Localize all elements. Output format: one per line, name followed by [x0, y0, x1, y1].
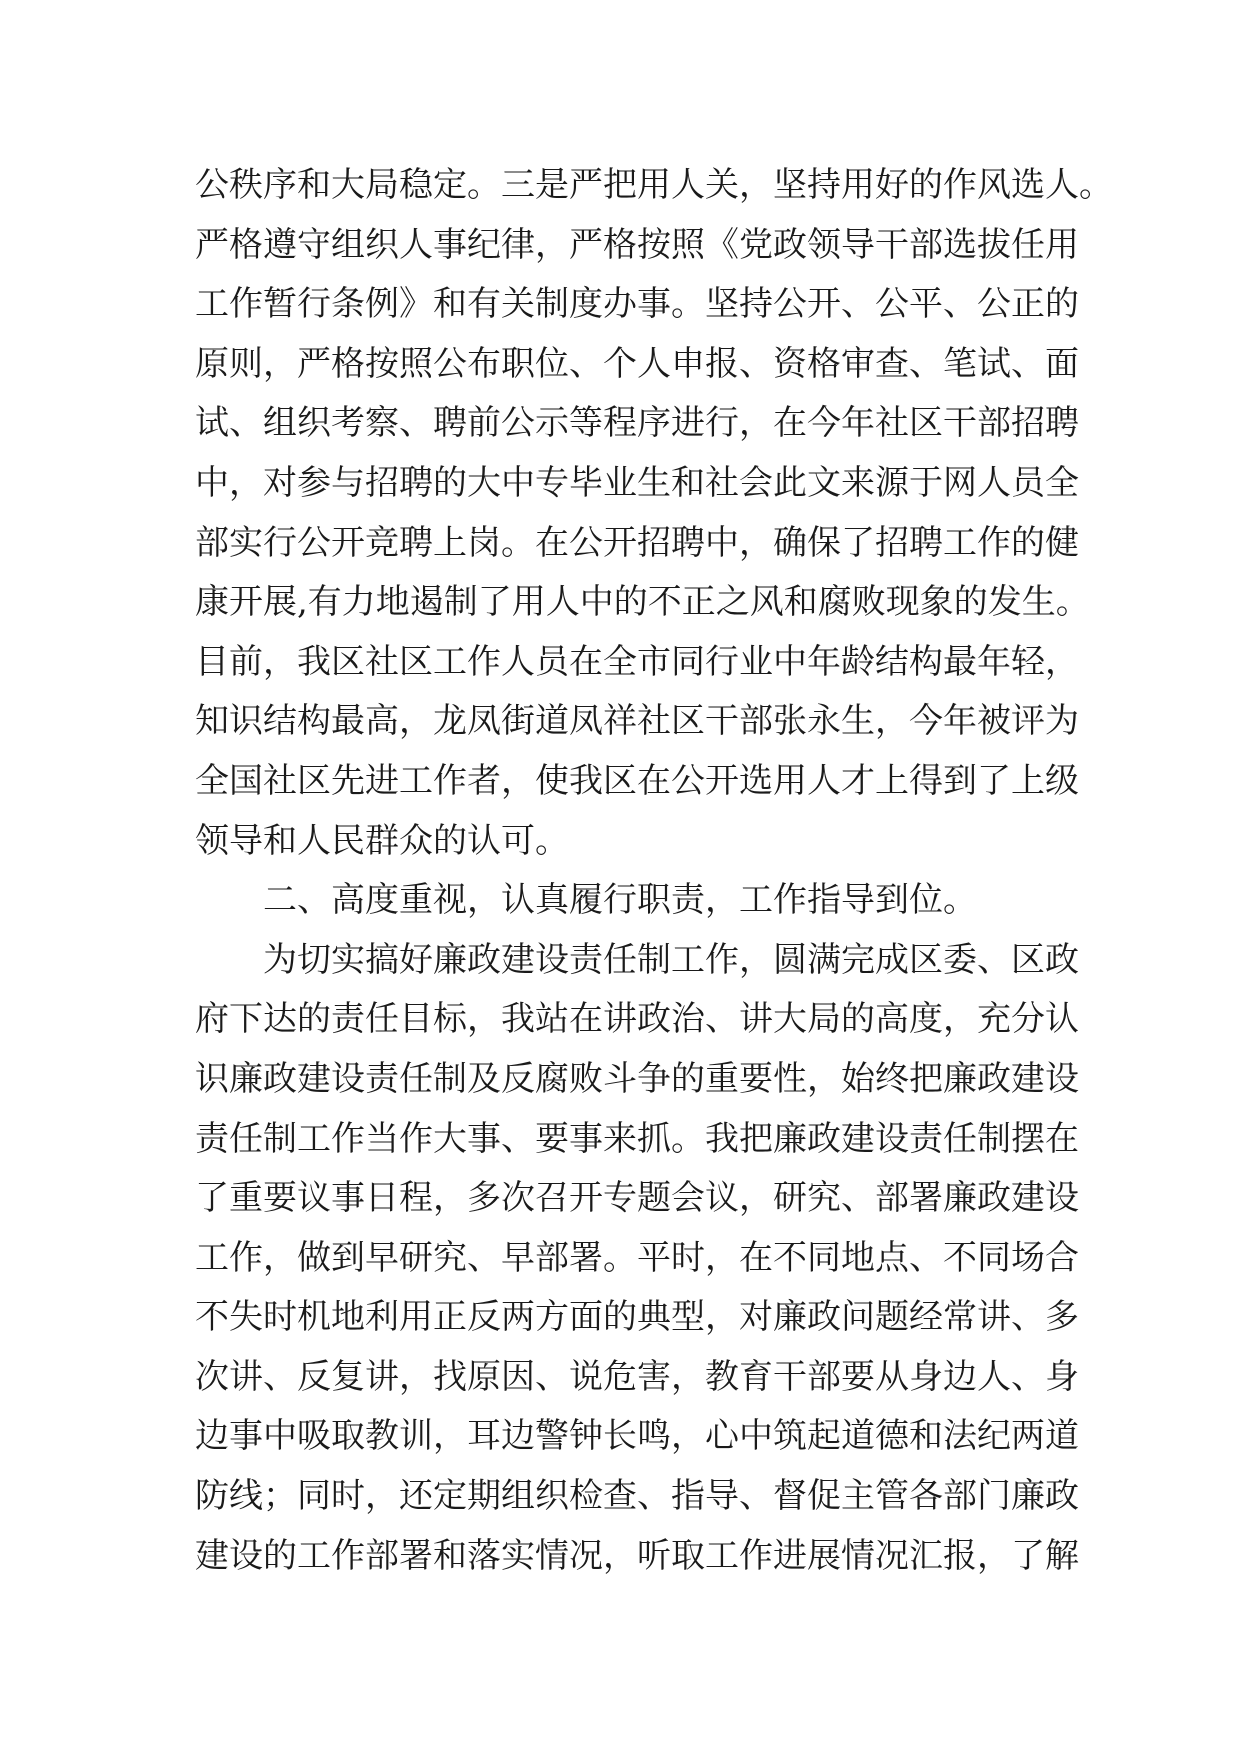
text-line: 康开展,有力地遏制了用人中的不正之风和腐败现象的发生。: [195, 582, 1090, 623]
text-line: 边事中吸取教训，耳边警钟长鸣，心中筑起道德和法纪两道: [195, 1416, 1079, 1457]
text-line: 了重要议事日程，多次召开专题会议，研究、部署廉政建设: [195, 1178, 1079, 1219]
text-line: 领导和人民群众的认可。: [195, 820, 569, 861]
text-line: 建设的工作部署和落实情况，听取工作进展情况汇报，了解: [195, 1535, 1079, 1576]
text-line: 公秩序和大局稳定。三是严把用人关，坚持用好的作风选人。: [195, 165, 1113, 205]
text-line: 不失时机地利用正反两方面的典型，对廉政问题经常讲、多: [195, 1297, 1079, 1338]
text-line: 部实行公开竞聘上岗。在公开招聘中，确保了招聘工作的健: [195, 522, 1079, 563]
text-line: 原则，严格按照公布职位、个人申报、资格审查、笔试、面: [195, 343, 1079, 384]
text-line: 严格遵守组织人事纪律，严格按照《党政领导干部选拔任用: [195, 224, 1079, 265]
text-line: 为切实搞好廉政建设责任制工作，圆满完成区委、区政: [263, 939, 1079, 980]
body-text: [195, 156, 1113, 1586]
text-line: 中，对参与招聘的大中专毕业生和社会此文来源于网人员全: [195, 462, 1079, 503]
text-line: 府下达的责任目标，我站在讲政治、讲大局的高度，充分认: [195, 999, 1079, 1040]
text-line: 工作，做到早研究、早部署。平时，在不同地点、不同场合: [195, 1237, 1079, 1278]
text-line: 责任制工作当作大事、要事来抓。我把廉政建设责任制摆在: [195, 1118, 1079, 1159]
text-line: 识廉政建设责任制及反腐败斗争的重要性，始终把廉政建设: [195, 1058, 1079, 1099]
section-heading: 二、高度重视，认真履行职责，工作指导到位。: [263, 880, 977, 921]
text-line: 全国社区先进工作者，使我区在公开选用人才上得到了上级: [195, 760, 1079, 801]
text-line: 次讲、反复讲，找原因、说危害，教育干部要从身边人、身: [195, 1356, 1079, 1397]
text-line: 工作暂行条例》和有关制度办事。坚持公开、公平、公正的: [195, 284, 1079, 325]
text-line: 目前，我区社区工作人员在全市同行业中年龄结构最年轻，: [195, 641, 1079, 682]
text-line: 试、组织考察、聘前公示等程序进行，在今年社区干部招聘: [195, 403, 1079, 444]
text-line: 防线；同时，还定期组织检查、指导、督促主管各部门廉政: [195, 1476, 1079, 1517]
text-line: 知识结构最高，龙凤街道凤祥社区干部张永生，今年被评为: [195, 701, 1079, 742]
